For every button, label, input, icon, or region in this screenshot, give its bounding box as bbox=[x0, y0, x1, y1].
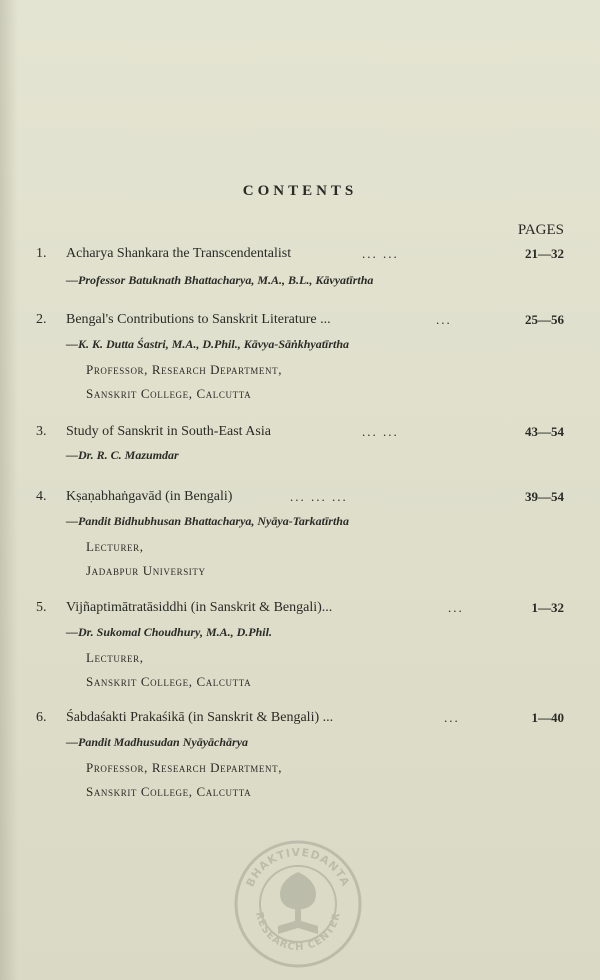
svg-text:RESEARCH CENTER: RESEARCH CENTER bbox=[253, 911, 343, 954]
leader-dots: ... ... bbox=[362, 424, 399, 439]
entry-affiliation: Jadabpur University bbox=[86, 563, 206, 578]
entry-title: Study of Sanskrit in South-East Asia bbox=[66, 424, 271, 439]
leader-dots: ... bbox=[444, 710, 460, 725]
entry-number: 3. bbox=[36, 424, 47, 439]
entry-title: Kṣaṇabhaṅgavād (in Bengali) bbox=[66, 489, 233, 504]
entry-author: —Dr. Sukomal Choudhury, M.A., D.Phil. bbox=[66, 625, 272, 639]
entry-affiliation: Sanskrit College, Calcutta bbox=[86, 674, 252, 689]
entry-title: Śabdaśakti Prakaśikā (in Sanskrit & Bengali) ... bbox=[66, 710, 334, 725]
entry-title: Acharya Shankara the Transcendentalist bbox=[66, 246, 292, 261]
entry-title: Vijñaptimātratāsiddhi (in Sanskrit & Bengali)... bbox=[66, 600, 333, 615]
entry-number: 4. bbox=[36, 489, 47, 504]
entry-number: 2. bbox=[36, 312, 47, 327]
entry-number: 5. bbox=[36, 600, 47, 615]
entry-number: 1. bbox=[36, 246, 47, 261]
entry-author: —Dr. R. C. Mazumdar bbox=[66, 448, 179, 462]
entry-affiliation: Sanskrit College, Calcutta bbox=[86, 784, 252, 799]
leader-dots: ... ... ... bbox=[290, 489, 348, 504]
entry-pages: 25—56 bbox=[525, 312, 564, 327]
leader-dots: ... ... bbox=[362, 246, 399, 261]
entry-affiliation: Professor, Research Department, bbox=[86, 760, 283, 775]
entry-title: Bengal's Contributions to Sanskrit Literature ... bbox=[66, 312, 331, 327]
entry-author: —Professor Batuknath Bhattacharya, M.A., B.L., Kāvyatīrtha bbox=[66, 273, 374, 287]
leader-dots: ... bbox=[448, 600, 464, 615]
entry-affiliation: Sanskrit College, Calcutta bbox=[86, 386, 252, 401]
entry-pages: 39—54 bbox=[525, 489, 564, 504]
entry-author: —Pandit Bidhubhusan Bhattacharya, Nyāya-Tarkatīrtha bbox=[66, 514, 349, 528]
page-edge-shadow bbox=[0, 0, 18, 980]
entry-pages: 21—32 bbox=[525, 246, 564, 261]
entry-author: —Pandit Madhusudan Nyāyāchārya bbox=[66, 735, 249, 749]
library-seal-icon bbox=[232, 838, 364, 970]
entry-number: 6. bbox=[36, 710, 47, 725]
svg-text:BHAKTIVEDANTA: BHAKTIVEDANTA bbox=[243, 845, 353, 889]
pages-column-label: PAGES bbox=[517, 222, 564, 238]
entry-affiliation: Lecturer, bbox=[86, 539, 144, 554]
entry-affiliation: Lecturer, bbox=[86, 650, 144, 665]
entry-pages: 43—54 bbox=[525, 424, 564, 439]
contents-heading: CONTENTS bbox=[242, 183, 358, 199]
entry-affiliation: Professor, Research Department, bbox=[86, 362, 283, 377]
entry-pages: 1—32 bbox=[531, 600, 564, 615]
entry-author: —K. K. Dutta Śastri, M.A., D.Phil., Kāvya-Sāṅkhyatīrtha bbox=[66, 337, 350, 351]
leader-dots: ... bbox=[436, 312, 452, 327]
entry-pages: 1—40 bbox=[531, 710, 564, 725]
